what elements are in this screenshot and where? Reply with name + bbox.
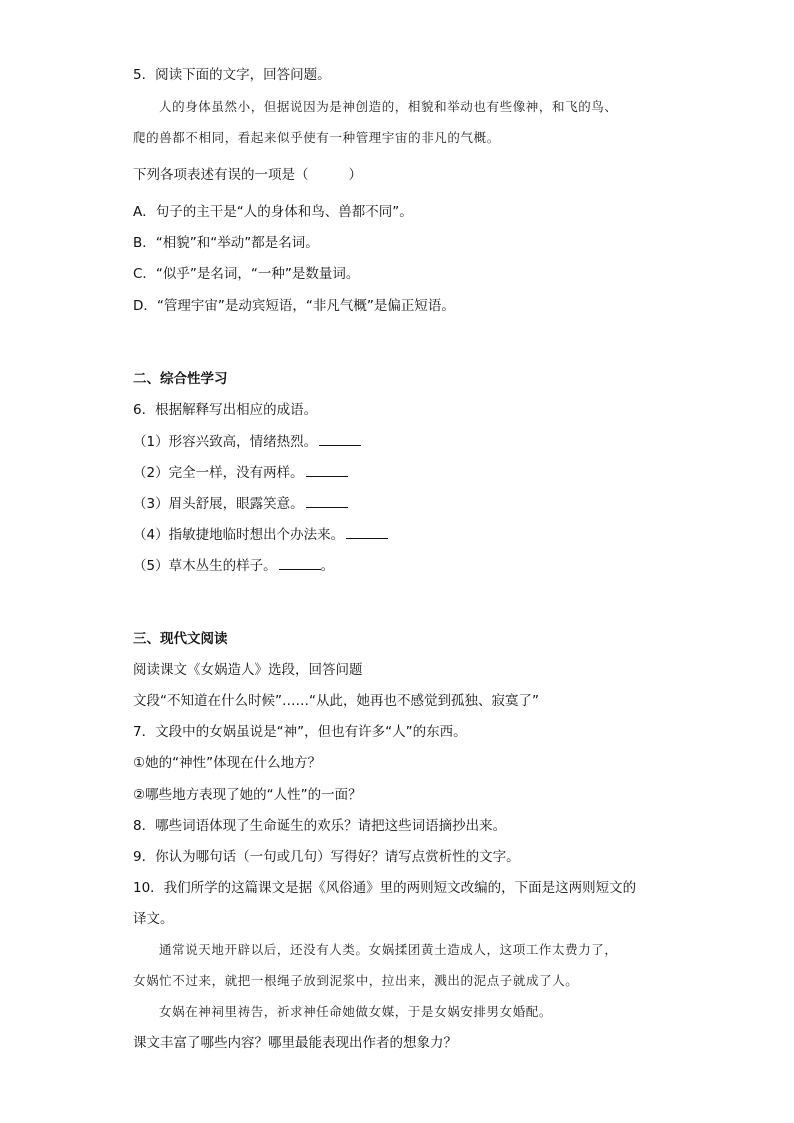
section-3-heading: 三、现代文阅读 [133,631,228,647]
answer-blank[interactable] [306,464,348,477]
q6-item-3 [133,495,348,513]
final-question: 课文丰富了哪些内容？哪里最能表现出作者的想象力？ [133,1035,457,1051]
q6-item-5-text: （5）草木丛生的样子。 [133,558,277,574]
q10-line-1: 10．我们所学的这篇课文是据《风俗通》里的两则短文改编的，下面是这两则短文的 [133,880,637,896]
q6-title: 6．根据解释写出相应的成语。 [133,402,318,418]
translation-line-2: 女娲忙不过来，就把一根绳子放到泥浆中，拉出来，溅出的泥点子就成了人。 [133,973,579,988]
answer-blank[interactable] [306,495,348,508]
q5-question-suffix: ） [348,167,362,183]
answer-blank[interactable] [319,433,361,446]
q5-question [133,166,362,184]
translation-line-1: 通常说天地开辟以后，还没有人类。女娲揉团黄土造成人，这项工作太费力了， [159,942,618,957]
q6-item-2 [133,464,348,482]
q5-option-a: A．句子的主干是“人的身体和鸟、兽都不同”。 [133,204,413,220]
answer-blank[interactable] [346,526,388,539]
q6-item-5 [133,557,334,575]
q5-option-c: C．“似乎”是名词，“一种”是数量词。 [133,266,360,282]
q5-passage-line-2: 爬的兽都不相同，看起来似乎使有一种管理宇宙的非凡的气概。 [133,130,500,145]
q8: 8．哪些词语体现了生命诞生的欢乐？请把这些词语摘抄出来。 [133,818,507,834]
q7-sub-2: ②哪些地方表现了她的“人性”的一面？ [133,787,362,803]
reading-excerpt: 文段“不知道在什么时候”……“从此，她再也不感觉到孤独、寂寞了” [133,693,539,709]
q5-option-d: D．“管理宇宙”是动宾短语，“非凡气概”是偏正短语。 [133,298,455,314]
q6-item-4-text: （4）指敏捷地临时想出个办法来。 [133,527,345,543]
q5-question-prefix: 下列各项表述有误的一项是（ [133,167,309,183]
q7-sub-1: ①她的“神性”体现在什么地方？ [133,755,322,771]
q6-item-1 [133,433,361,451]
q6-item-4 [133,526,388,544]
q7: 7．文段中的女娲虽说是“神”，但也有许多“人”的东西。 [133,724,467,740]
q6-item-3-text: （3）眉头舒展，眼露笑意。 [133,496,304,512]
section-2-heading: 二、综合性学习 [133,371,228,387]
q5-option-b: B．“相貌”和“举动”都是名词。 [133,235,319,251]
reading-intro: 阅读课文《女娲造人》选段，回答问题 [133,662,363,678]
q10-line-2: 译文。 [133,911,174,927]
answer-blank[interactable] [279,557,321,570]
q6-item-5-end: 。 [320,558,335,574]
q9: 9．你认为哪句话（一句或几句）写得好？请写点赏析性的文字。 [133,849,520,865]
translation-line-3: 女娲在神祠里祷告，祈求神任命她做女媒，于是女娲安排男女婚配。 [159,1004,553,1019]
q6-item-2-text: （2）完全一样，没有两样。 [133,465,304,481]
q6-item-1-text: （1）形容兴致高，情绪热烈。 [133,434,318,450]
q5-title: 5．阅读下面的文字，回答问题。 [133,67,331,83]
q5-passage-line-1: 人的身体虽然小，但据说因为是神创造的，相貌和举动也有些像神，和飞的鸟、 [159,99,618,114]
